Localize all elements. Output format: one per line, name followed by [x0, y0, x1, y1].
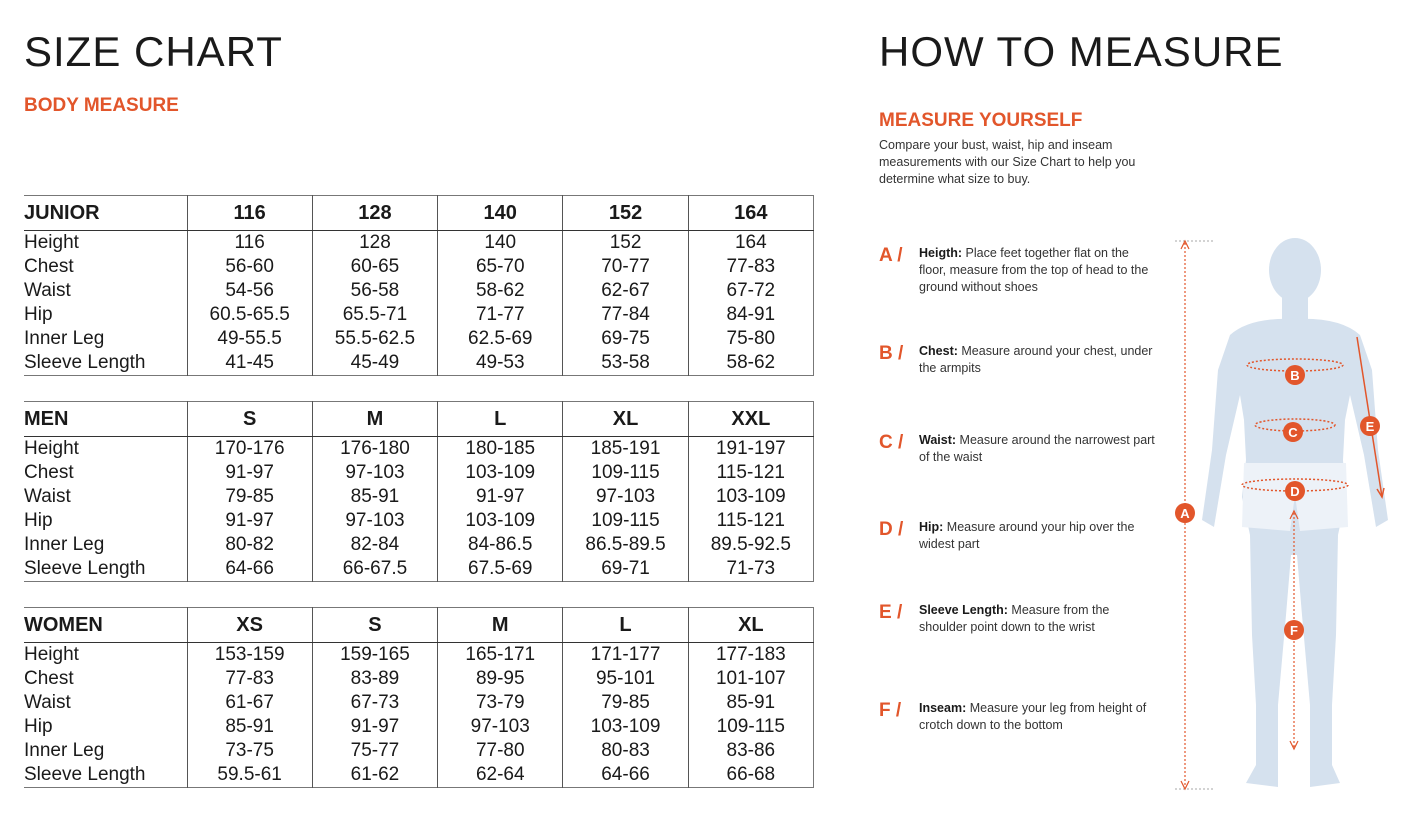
group-label: JUNIOR: [24, 196, 187, 231]
step-letter: E /: [879, 602, 903, 623]
measure-label: Waist: [24, 486, 71, 507]
size-header: 140: [438, 196, 563, 231]
how-to-measure-title: HOW TO MEASURE: [879, 28, 1284, 75]
table-header-row: [24, 196, 814, 231]
table-row: [24, 715, 814, 739]
measure-value: 55.5-62.5: [312, 327, 437, 351]
measure-value: 85-91: [187, 715, 312, 739]
measure-value: 58-62: [438, 279, 563, 303]
measure-value: 115-121: [688, 509, 813, 533]
measure-value: 49-55.5: [187, 327, 312, 351]
measure-value: 152: [563, 231, 688, 256]
measure-value: 91-97: [187, 509, 312, 533]
measure-label: Chest: [24, 462, 74, 483]
measure-value: 97-103: [312, 509, 437, 533]
svg-text:D: D: [1290, 484, 1300, 499]
measure-value: 62-64: [438, 763, 563, 788]
svg-text:B: B: [1290, 368, 1300, 383]
body-figure: [1160, 235, 1400, 795]
measure-value: 73-79: [438, 691, 563, 715]
measure-value: 116: [187, 231, 312, 256]
measure-value: 75-80: [688, 327, 813, 351]
measure-value: 97-103: [563, 485, 688, 509]
measure-value: 86.5-89.5: [563, 533, 688, 557]
measure-label: Height: [24, 644, 79, 665]
measure-value: 101-107: [688, 667, 813, 691]
measure-value: 177-183: [688, 643, 813, 668]
measure-value: 109-115: [563, 461, 688, 485]
measure-value: 53-58: [563, 351, 688, 376]
marker-f: [1284, 620, 1304, 640]
measure-label: Inner Leg: [24, 328, 105, 349]
step-description: [919, 602, 1159, 636]
measure-value: 115-121: [688, 461, 813, 485]
measure-label: Hip: [24, 510, 53, 531]
svg-text:E: E: [1365, 419, 1375, 434]
measure-label: Height: [24, 232, 79, 253]
measure-value: 71-73: [688, 557, 813, 582]
measure-label: Sleeve Length: [24, 558, 146, 579]
measure-value: 69-71: [563, 557, 688, 582]
measure-step-f: [879, 700, 1169, 750]
measure-value: 64-66: [187, 557, 312, 582]
measure-label: Hip: [24, 304, 53, 325]
measure-value: 91-97: [187, 461, 312, 485]
measure-value: 75-77: [312, 739, 437, 763]
measure-label: Chest: [24, 256, 74, 277]
step-description: [919, 432, 1159, 466]
measure-label: Waist: [24, 692, 71, 713]
step-text: Measure around the narrowest part of the waist: [919, 433, 1155, 464]
step-text: Measure your leg from height of crotch down to the bottom: [919, 701, 1147, 732]
step-description: [919, 245, 1159, 296]
measure-value: 73-75: [187, 739, 312, 763]
size-header: XL: [688, 608, 813, 643]
measure-value: 109-115: [563, 509, 688, 533]
measure-value: 64-66: [563, 763, 688, 788]
size-header: XL: [563, 402, 688, 437]
table-row: [24, 739, 814, 763]
size-header: S: [187, 402, 312, 437]
table-row: [24, 231, 814, 256]
measure-value: 91-97: [438, 485, 563, 509]
measure-label: Chest: [24, 668, 74, 689]
measure-value: 54-56: [187, 279, 312, 303]
measure-value: 140: [438, 231, 563, 256]
measure-value: 67-73: [312, 691, 437, 715]
measure-value: 70-77: [563, 255, 688, 279]
step-term: Waist:: [919, 433, 957, 447]
measure-value: 58-62: [688, 351, 813, 376]
size-chart-title: SIZE CHART: [24, 28, 283, 75]
measure-value: 60.5-65.5: [187, 303, 312, 327]
table-row: [24, 691, 814, 715]
measure-value: 84-91: [688, 303, 813, 327]
size-header: 128: [312, 196, 437, 231]
size-table-women: [24, 607, 814, 788]
measure-value: 77-80: [438, 739, 563, 763]
size-header: L: [438, 402, 563, 437]
measure-value: 59.5-61: [187, 763, 312, 788]
measure-step-d: [879, 519, 1169, 569]
table-row: [24, 255, 814, 279]
measure-value: 79-85: [563, 691, 688, 715]
measure-value: 103-109: [563, 715, 688, 739]
measure-value: 49-53: [438, 351, 563, 376]
measure-label: Sleeve Length: [24, 352, 146, 373]
measure-value: 77-84: [563, 303, 688, 327]
table-row: [24, 327, 814, 351]
measure-label: Inner Leg: [24, 534, 105, 555]
svg-text:F: F: [1290, 623, 1298, 638]
measure-value: 97-103: [312, 461, 437, 485]
measure-value: 95-101: [563, 667, 688, 691]
measure-value: 80-83: [563, 739, 688, 763]
group-label: MEN: [24, 402, 187, 437]
size-header: M: [438, 608, 563, 643]
measure-value: 185-191: [563, 437, 688, 462]
step-letter: C /: [879, 432, 904, 453]
marker-e: [1360, 416, 1380, 436]
table-row: [24, 557, 814, 582]
measure-intro-text: Compare your bust, waist, hip and inseam measurements with our Size Chart to help you determine what size to buy.: [879, 138, 1136, 186]
size-header: XS: [187, 608, 312, 643]
step-term: Sleeve Length:: [919, 603, 1008, 617]
measure-value: 83-89: [312, 667, 437, 691]
table-row: [24, 485, 814, 509]
table-row: [24, 279, 814, 303]
measure-label: Sleeve Length: [24, 764, 146, 785]
measure-value: 97-103: [438, 715, 563, 739]
measure-value: 84-86.5: [438, 533, 563, 557]
measure-value: 66-67.5: [312, 557, 437, 582]
measure-value: 82-84: [312, 533, 437, 557]
measure-value: 103-109: [438, 461, 563, 485]
measure-yourself-heading: MEASURE YOURSELF: [879, 110, 1083, 131]
table-row: [24, 509, 814, 533]
measure-value: 164: [688, 231, 813, 256]
measure-value: 45-49: [312, 351, 437, 376]
table-header-row: [24, 608, 814, 643]
size-header: S: [312, 608, 437, 643]
step-text: Measure from the shoulder point down to the wrist: [919, 603, 1110, 634]
marker-c: [1283, 422, 1303, 442]
measure-step-e: [879, 602, 1169, 652]
svg-text:A: A: [1180, 506, 1190, 521]
table-row: [24, 643, 814, 668]
measure-value: 171-177: [563, 643, 688, 668]
marker-a: [1175, 503, 1195, 523]
table-row: [24, 437, 814, 462]
measure-value: 89.5-92.5: [688, 533, 813, 557]
measure-value: 56-58: [312, 279, 437, 303]
step-term: Inseam:: [919, 701, 967, 715]
step-letter: A /: [879, 245, 903, 266]
step-text: Measure around your chest, under the armpits: [919, 344, 1153, 375]
size-header: 116: [187, 196, 312, 231]
measure-value: 85-91: [688, 691, 813, 715]
step-term: Hip:: [919, 520, 944, 534]
step-description: [919, 343, 1159, 377]
step-letter: F /: [879, 700, 902, 721]
measure-value: 61-62: [312, 763, 437, 788]
marker-b: [1285, 365, 1305, 385]
measure-value: 61-67: [187, 691, 312, 715]
measure-value: 85-91: [312, 485, 437, 509]
step-term: Heigth:: [919, 246, 963, 260]
measure-value: 67-72: [688, 279, 813, 303]
table-row: [24, 533, 814, 557]
size-header: L: [563, 608, 688, 643]
step-description: [919, 519, 1159, 553]
measure-label: Waist: [24, 280, 71, 301]
measure-step-a: [879, 245, 1169, 295]
measure-value: 56-60: [187, 255, 312, 279]
measure-value: 41-45: [187, 351, 312, 376]
table-row: [24, 667, 814, 691]
table-header-row: [24, 402, 814, 437]
measure-value: 69-75: [563, 327, 688, 351]
table-row: [24, 303, 814, 327]
measure-value: 77-83: [688, 255, 813, 279]
marker-d: [1285, 481, 1305, 501]
measure-value: 71-77: [438, 303, 563, 327]
group-label: WOMEN: [24, 608, 187, 643]
measure-label: Inner Leg: [24, 740, 105, 761]
measure-value: 65-70: [438, 255, 563, 279]
measure-value: 170-176: [187, 437, 312, 462]
measure-value: 80-82: [187, 533, 312, 557]
size-header: XXL: [688, 402, 813, 437]
body-measure-heading: BODY MEASURE: [24, 95, 179, 116]
measure-value: 153-159: [187, 643, 312, 668]
size-header: 152: [563, 196, 688, 231]
measure-label: Height: [24, 438, 79, 459]
measure-value: 77-83: [187, 667, 312, 691]
measure-step-b: [879, 343, 1169, 393]
measure-label: Hip: [24, 716, 53, 737]
measure-value: 89-95: [438, 667, 563, 691]
measure-step-c: [879, 432, 1169, 482]
measure-value: 91-97: [312, 715, 437, 739]
table-row: [24, 351, 814, 376]
measure-value: 180-185: [438, 437, 563, 462]
measure-value: 176-180: [312, 437, 437, 462]
size-header: M: [312, 402, 437, 437]
step-text: Place feet together flat on the floor, measure from the top of head to the ground without shoes: [919, 246, 1149, 294]
measure-value: 83-86: [688, 739, 813, 763]
measure-value: 109-115: [688, 715, 813, 739]
size-table-men: [24, 401, 814, 582]
measure-value: 60-65: [312, 255, 437, 279]
measure-value: 159-165: [312, 643, 437, 668]
step-text: Measure around your hip over the widest part: [919, 520, 1135, 551]
step-letter: B /: [879, 343, 904, 364]
measure-value: 79-85: [187, 485, 312, 509]
measure-value: 62-67: [563, 279, 688, 303]
size-header: 164: [688, 196, 813, 231]
measure-value: 165-171: [438, 643, 563, 668]
measure-value: 128: [312, 231, 437, 256]
measure-value: 66-68: [688, 763, 813, 788]
table-row: [24, 461, 814, 485]
measure-value: 103-109: [688, 485, 813, 509]
table-row: [24, 763, 814, 788]
size-table-junior: [24, 195, 814, 376]
measure-value: 191-197: [688, 437, 813, 462]
step-letter: D /: [879, 519, 904, 540]
svg-text:C: C: [1288, 425, 1298, 440]
measure-value: 62.5-69: [438, 327, 563, 351]
step-term: Chest:: [919, 344, 958, 358]
measure-value: 67.5-69: [438, 557, 563, 582]
measure-value: 65.5-71: [312, 303, 437, 327]
step-description: [919, 700, 1159, 734]
measure-value: 103-109: [438, 509, 563, 533]
